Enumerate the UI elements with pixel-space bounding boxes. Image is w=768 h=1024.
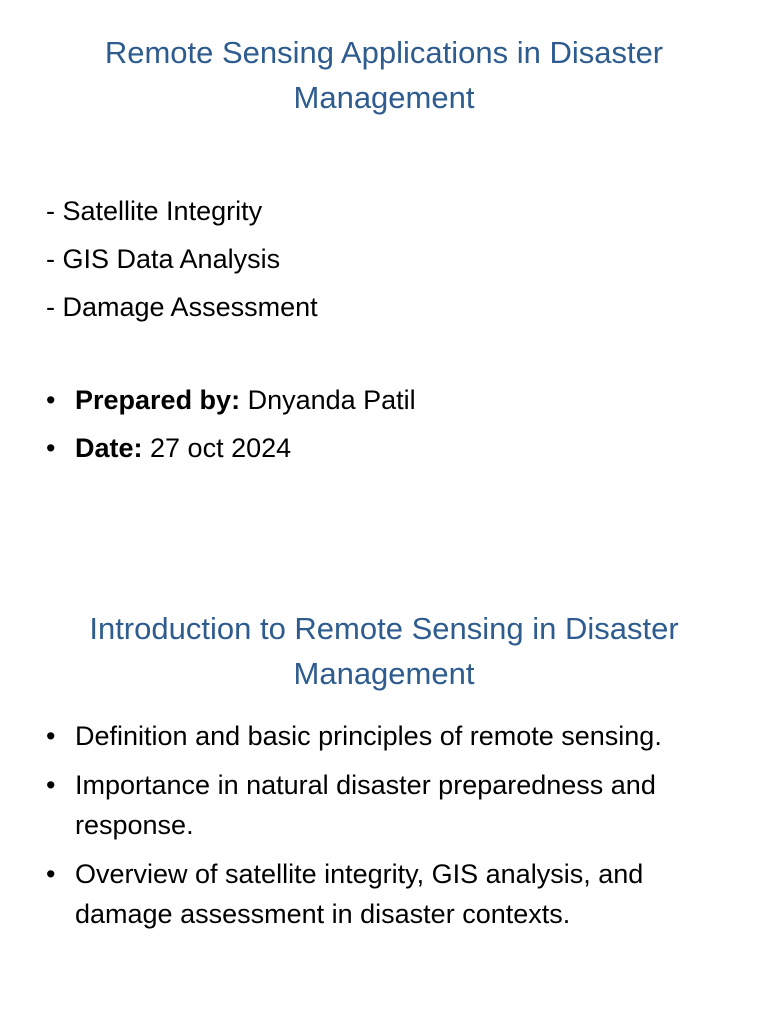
list-item: [46, 716, 726, 756]
bullet-icon: •: [46, 859, 56, 889]
list-item: [46, 765, 726, 845]
bullet-text: Definition and basic principles of remote sensing.: [75, 721, 662, 751]
topic-list: [46, 187, 318, 331]
bullet-text: Importance in natural disaster preparedness and response.: [75, 770, 656, 840]
bullet-icon: •: [46, 433, 56, 463]
prepared-by-item: [46, 376, 416, 424]
bullet-icon: •: [46, 770, 56, 800]
date-label: Date:: [75, 433, 143, 463]
topic-item: - GIS Data Analysis: [46, 244, 281, 274]
date-item: [46, 424, 416, 472]
intro-slide: [0, 576, 768, 1024]
topic-item: - Damage Assessment: [46, 292, 318, 322]
prepared-by-value: Dnyanda Patil: [240, 385, 416, 415]
bullet-text: Overview of satellite integrity, GIS analysis, and damage assessment in disaster contexts.: [75, 859, 644, 929]
slide-title: Remote Sensing Applications in Disaster Management: [104, 35, 664, 115]
slide-title: Introduction to Remote Sensing in Disaster Management: [89, 611, 679, 691]
list-item: [46, 854, 726, 934]
prepared-by-label: Prepared by:: [75, 385, 241, 415]
bullet-icon: •: [46, 385, 56, 415]
intro-bullet-list: [46, 716, 726, 943]
date-value: 27 oct 2024: [142, 433, 292, 463]
bullet-icon: •: [46, 721, 56, 751]
topic-item: - Satellite Integrity: [46, 196, 263, 226]
meta-list: [46, 376, 416, 472]
